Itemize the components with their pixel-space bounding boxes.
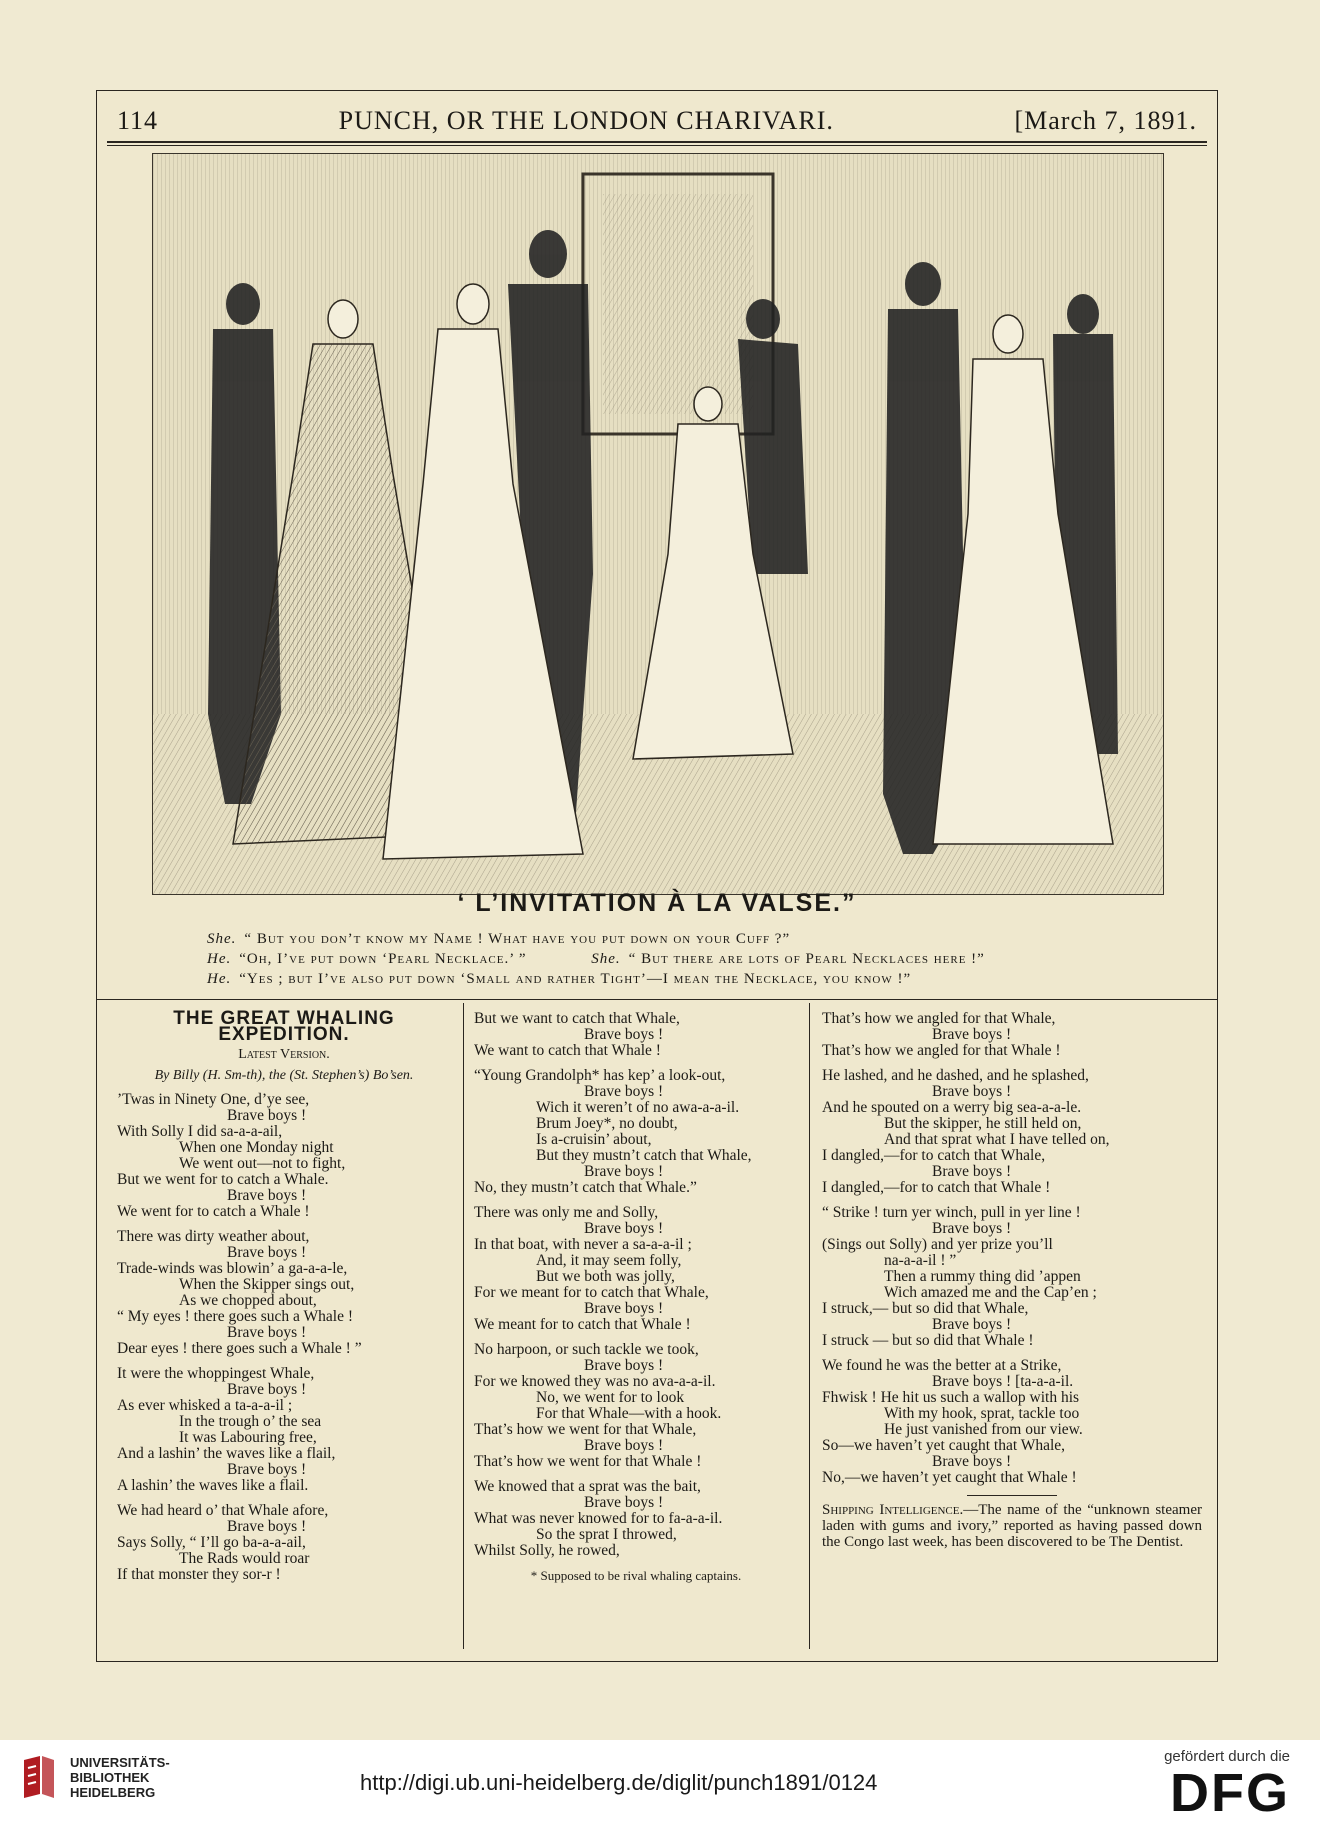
verse-line: Brave boys ! [227, 1107, 307, 1124]
verse-line: We went out—not to fight, [179, 1155, 346, 1172]
verse-line: And he spouted on a werry big sea-a-a-le. [822, 1099, 1082, 1116]
verse-line: Wich it weren’t of no awa-a-a-il. [536, 1099, 740, 1116]
verse-line: No, we went for to look [536, 1389, 685, 1406]
verse-line: No harpoon, or such tackle we took, [474, 1341, 699, 1358]
verse-line: For we knowed they was no ava-a-a-il. [474, 1373, 716, 1390]
verse-line: Dear eyes ! there goes such a Whale ! ” [117, 1340, 362, 1357]
verse-line: We went for to catch a Whale ! [117, 1203, 310, 1220]
shipping-label: Shipping Intelligence. [822, 1502, 964, 1518]
dialogue-line: He. “Oh, I’ve put down ‘Pearl Necklace.’ ” She. “ But there are lots of Pearl Necklaces here !” [207, 951, 985, 967]
verse-line: Brave boys ! [584, 1163, 664, 1180]
verse-line: Brave boys ! [932, 1083, 1012, 1100]
stanza [117, 1503, 451, 1583]
page-number: 114 [117, 106, 159, 135]
verse-line: “ Strike ! turn yer winch, pull in yer line ! [822, 1204, 1081, 1221]
verse-line: So the sprat I throwed, [536, 1526, 677, 1543]
verse-line: He lashed, and he dashed, and he splashed, [822, 1067, 1089, 1084]
verse-line: Brave boys ! [227, 1381, 307, 1398]
verse-line: It was Labouring free, [179, 1429, 317, 1446]
sponsor-text: gefördert durch die [1164, 1748, 1290, 1765]
verse-line: If that monster they sor-r ! [117, 1566, 281, 1583]
verse-line: Brave boys ! [584, 1437, 664, 1454]
stanza [822, 1205, 1202, 1349]
verse-line: (Sings out Solly) and yer prize you’ll [822, 1236, 1053, 1253]
verse-line: As ever whisked a ta-a-a-il ; [117, 1397, 293, 1414]
verse-line: “ My eyes ! there goes such a Whale ! [117, 1308, 353, 1325]
verse-line: That’s how we went for that Whale ! [474, 1453, 702, 1470]
viewer-footer [0, 1740, 1320, 1832]
verse-line: So—we haven’t yet caught that Whale, [822, 1437, 1066, 1454]
section-rule [97, 999, 1217, 1000]
verse-line: But the skipper, he still held on, [884, 1115, 1082, 1132]
verse-line: We meant for to catch that Whale ! [474, 1316, 691, 1333]
verse-line: Brave boys ! [ta-a-a-il. [932, 1373, 1074, 1390]
verse-line: That’s how we angled for that Whale ! [822, 1042, 1061, 1059]
stanza [117, 1092, 451, 1220]
verse-line: Brave boys ! [932, 1316, 1012, 1333]
cartoon-dialogue [207, 929, 1147, 989]
cartoon-illustration [152, 153, 1164, 895]
verse-line: Brave boys ! [227, 1461, 307, 1478]
stanza [474, 1205, 798, 1333]
verse-line: I struck — but so did that Whale ! [822, 1332, 1034, 1349]
ballroom-engraving [153, 154, 1163, 894]
header-rule-thin [107, 145, 1207, 146]
dfg-logo: DFG [1170, 1763, 1290, 1823]
verse-line: With my hook, sprat, tackle too [884, 1405, 1080, 1422]
stanza [117, 1229, 451, 1357]
verse-line: That’s how we angled for that Whale, [822, 1010, 1056, 1027]
verse-line: na-a-a-il ! ” [884, 1252, 957, 1269]
verse-line: There was only me and Solly, [474, 1204, 659, 1221]
masthead-title: PUNCH, OR THE LONDON CHARIVARI. [338, 106, 834, 135]
verse-line: When the Skipper sings out, [179, 1276, 355, 1293]
verse-line: “Young Grandolph* has kep’ a look-out, [474, 1067, 726, 1084]
verse-line: Brave boys ! [932, 1026, 1012, 1043]
poem-column-2 [474, 1011, 798, 1647]
verse-line: The Rads would roar [179, 1550, 310, 1567]
shipping-intelligence [822, 1502, 1202, 1550]
verse-line: We found he was the better at a Strike, [822, 1357, 1062, 1374]
newspaper-page [96, 90, 1218, 1662]
verse-line: That’s how we went for that Whale, [474, 1421, 697, 1438]
sponsor-block[interactable] [1164, 1748, 1290, 1821]
stanzas [474, 1011, 798, 1559]
verse-line: But we want to catch that Whale, [474, 1010, 680, 1027]
verse-line: Brave boys ! [227, 1187, 307, 1204]
verse-line: Says Solly, “ I’ll go ba-a-a-ail, [117, 1534, 306, 1551]
stanza [474, 1479, 798, 1559]
column-rule [463, 1003, 464, 1649]
stanzas [822, 1011, 1202, 1486]
verse-line: When one Monday night [179, 1139, 334, 1156]
verse-line: Brave boys ! [932, 1220, 1012, 1237]
verse-line: ’Twas in Ninety One, d’ye see, [117, 1091, 310, 1108]
verse-line: He just vanished from our view. [884, 1421, 1083, 1438]
poem-column-3 [822, 1011, 1202, 1647]
verse-line: It were the whoppingest Whale, [117, 1365, 315, 1382]
verse-line: Is a-cruisin’ about, [536, 1131, 652, 1148]
poem-column-1 [117, 1008, 451, 1647]
stanza [474, 1068, 798, 1196]
column-rule [809, 1003, 810, 1649]
stanza [474, 1342, 798, 1470]
verse-line: We knowed that a sprat was the bait, [474, 1478, 701, 1495]
stanza [474, 1011, 798, 1059]
university-logo[interactable]: UNIVERSITÄTS- BIBLIOTHEK HEIDELBERG [20, 1754, 170, 1800]
verse-line: And, it may seem folly, [536, 1252, 682, 1269]
verse-line: In that boat, with never a sa-a-a-il ; [474, 1236, 692, 1253]
verse-line: There was dirty weather about, [117, 1228, 310, 1245]
stanza [822, 1011, 1202, 1059]
verse-line: Brave boys ! [584, 1494, 664, 1511]
footnote: * Supposed to be rival whaling captains. [530, 1568, 742, 1583]
stanza [822, 1068, 1202, 1196]
poem-title: THE GREAT WHALING EXPEDITION. [173, 1008, 395, 1045]
stanzas [117, 1092, 451, 1583]
verse-line: Fhwisk ! He hit us such a wallop with his [822, 1389, 1080, 1406]
verse-line: Brum Joey*, no doubt, [536, 1115, 678, 1132]
verse-line: Whilst Solly, he rowed, [474, 1542, 620, 1559]
page-header [117, 101, 1197, 141]
library-emblem-icon [20, 1754, 58, 1800]
verse-line: Brave boys ! [932, 1163, 1012, 1180]
verse-line: No,—we haven’t yet caught that Whale ! [822, 1469, 1077, 1486]
verse-line: A lashin’ the waves like a flail. [117, 1477, 309, 1494]
verse-line: We want to catch that Whale ! [474, 1042, 661, 1059]
issue-date: [March 7, 1891. [1014, 106, 1197, 135]
verse-line: Brave boys ! [584, 1083, 664, 1100]
header-rule [107, 141, 1207, 143]
verse-line: Brave boys ! [584, 1220, 664, 1237]
stanza [117, 1366, 451, 1494]
verse-line: Brave boys ! [227, 1324, 307, 1341]
verse-line: But we went for to catch a Whale. [117, 1171, 329, 1188]
verse-line: With Solly I did sa-a-a-ail, [117, 1123, 283, 1140]
verse-line: And a lashin’ the waves like a flail, [117, 1445, 336, 1462]
verse-line: I struck,— but so did that Whale, [822, 1300, 1029, 1317]
verse-line: Brave boys ! [584, 1026, 664, 1043]
verse-line: I dangled,—for to catch that Whale ! [822, 1179, 1051, 1196]
cartoon-title: ‘ L’INVITATION À LA VALSE.” [457, 889, 857, 917]
poem-subtitle: Latest Version. [238, 1047, 330, 1062]
verse-line: Brave boys ! [227, 1244, 307, 1261]
verse-line: Wich amazed me and the Cap’en ; [884, 1284, 1097, 1301]
verse-line: In the trough o’ the sea [179, 1413, 322, 1430]
verse-line: As we chopped about, [179, 1292, 317, 1309]
verse-line: But they mustn’t catch that Whale, [536, 1147, 752, 1164]
shipping-text: —The name of the “unknown steamer laden with gums and ivory,” reported as having passed down the Congo last week, has been discovered to be The Dentist. [822, 1502, 1202, 1550]
stanza [822, 1358, 1202, 1486]
verse-line: Brave boys ! [584, 1300, 664, 1317]
verse-line: And that sprat what I have telled on, [884, 1131, 1110, 1148]
verse-line: Then a rummy thing did ’appen [884, 1268, 1081, 1285]
verse-line: No, they mustn’t catch that Whale.” [474, 1179, 697, 1196]
verse-line: For that Whale—with a hook. [536, 1405, 722, 1422]
note-rule [967, 1495, 1057, 1496]
verse-line: What was never knowed for to fa-a-a-il. [474, 1510, 723, 1527]
verse-line: Brave boys ! [584, 1357, 664, 1374]
verse-line: Brave boys ! [932, 1453, 1012, 1470]
verse-line: For we meant for to catch that Whale, [474, 1284, 709, 1301]
verse-line: But we both was jolly, [536, 1268, 675, 1285]
dialogue-line: He. “Yes ; but I’ve also put down ‘Small and rather Tight’—I mean the Necklace, you know !” [207, 971, 912, 987]
poem-byline: By Billy (H. Sm-th), the (St. Stephen’s) Bo’sen. [154, 1068, 414, 1083]
verse-line: We had heard o’ that Whale afore, [117, 1502, 329, 1519]
verse-line: Brave boys ! [227, 1518, 307, 1535]
verse-line: Trade-winds was blowin’ a ga-a-a-le, [117, 1260, 348, 1277]
dialogue-line: She. “ But you don’t know my Name ! What have you put down on your Cuff ?” [207, 931, 791, 947]
verse-line: I dangled,—for to catch that Whale, [822, 1147, 1046, 1164]
permalink-url[interactable]: http://digi.ub.uni-heidelberg.de/diglit/punch1891/0124 [360, 1770, 878, 1795]
